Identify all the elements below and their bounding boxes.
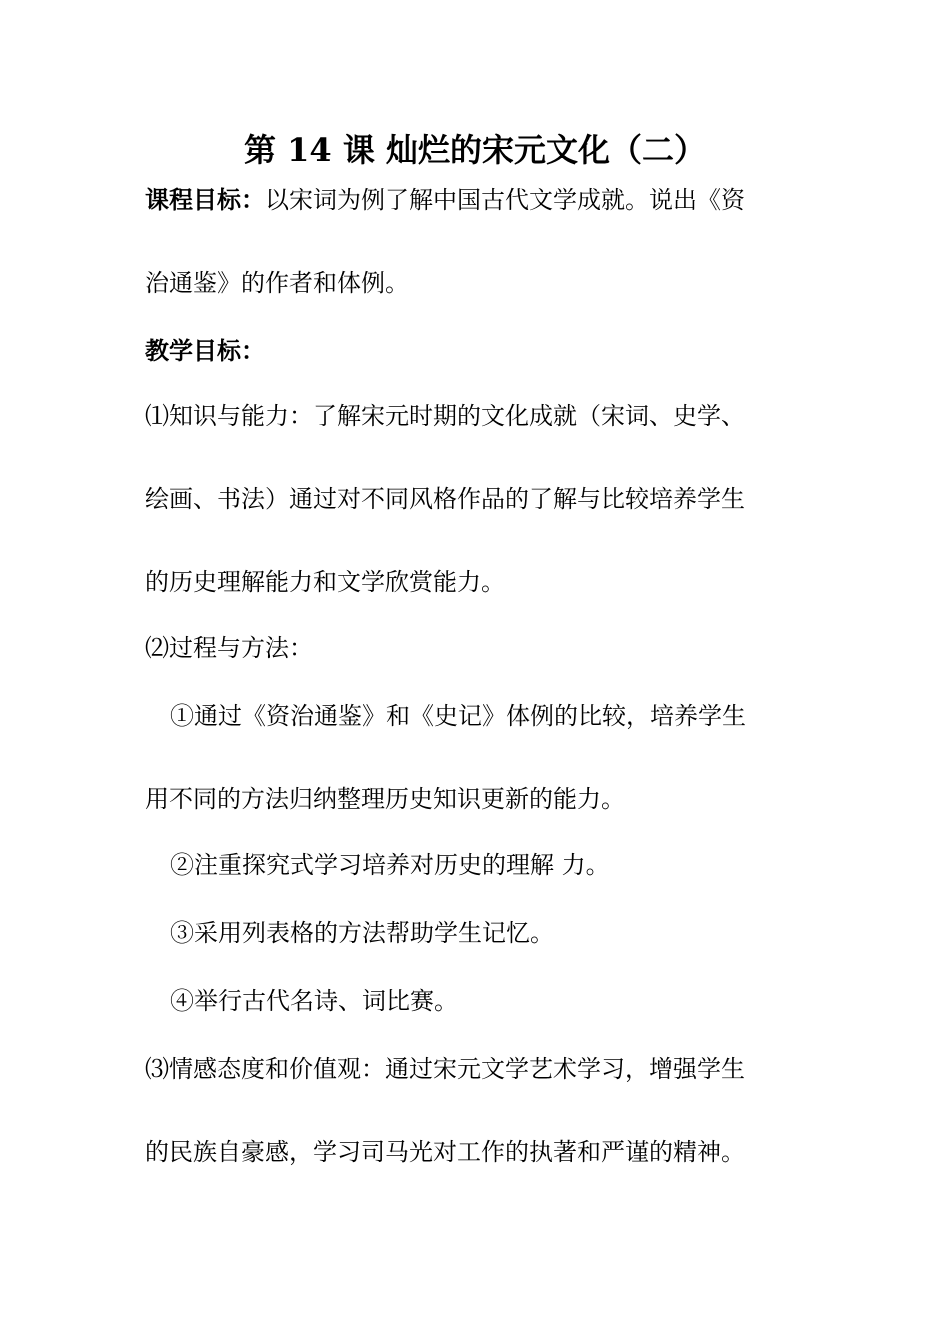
course-goal-label: 课程目标： xyxy=(145,185,265,214)
process-item-2: ②注重探究式学习培养对历史的理解 力。 xyxy=(170,851,610,879)
process-item-1-line-1: ①通过《资治通鉴》和《史记》体例的比较，培养学生 xyxy=(170,702,746,730)
knowledge-line-3: 的历史理解能力和文学欣赏能力。 xyxy=(145,568,505,596)
process-item-4: ④举行古代名诗、词比赛。 xyxy=(170,987,458,1015)
knowledge-line-2: 绘画、书法）通过对不同风格作品的了解与比较培养学生 xyxy=(145,485,745,513)
emotion-line-1: ⑶情感态度和价值观：通过宋元文学艺术学习，增强学生 xyxy=(145,1055,745,1083)
course-goal-line-2: 治通鉴》的作者和体例。 xyxy=(145,269,409,297)
course-goal-line-1 xyxy=(145,182,745,218)
emotion-line-2: 的民族自豪感，学习司马光对工作的执著和严谨的精神。 xyxy=(145,1138,745,1166)
teaching-goal-label: 教学目标： xyxy=(145,336,265,365)
process-item-3: ③采用列表格的方法帮助学生记忆。 xyxy=(170,919,554,947)
knowledge-line-1: ⑴知识与能力：了解宋元时期的文化成就（宋词、史学、 xyxy=(145,402,745,430)
course-goal-text-1: 以宋词为例了解中国古代文学成就。说出《资 xyxy=(265,186,745,214)
page-title: 第 14 课 灿烂的宋元文化（二） xyxy=(244,131,706,169)
process-item-1-line-2: 用不同的方法归纳整理历史知识更新的能力。 xyxy=(145,785,625,813)
process-heading: ⑵过程与方法： xyxy=(145,634,313,662)
